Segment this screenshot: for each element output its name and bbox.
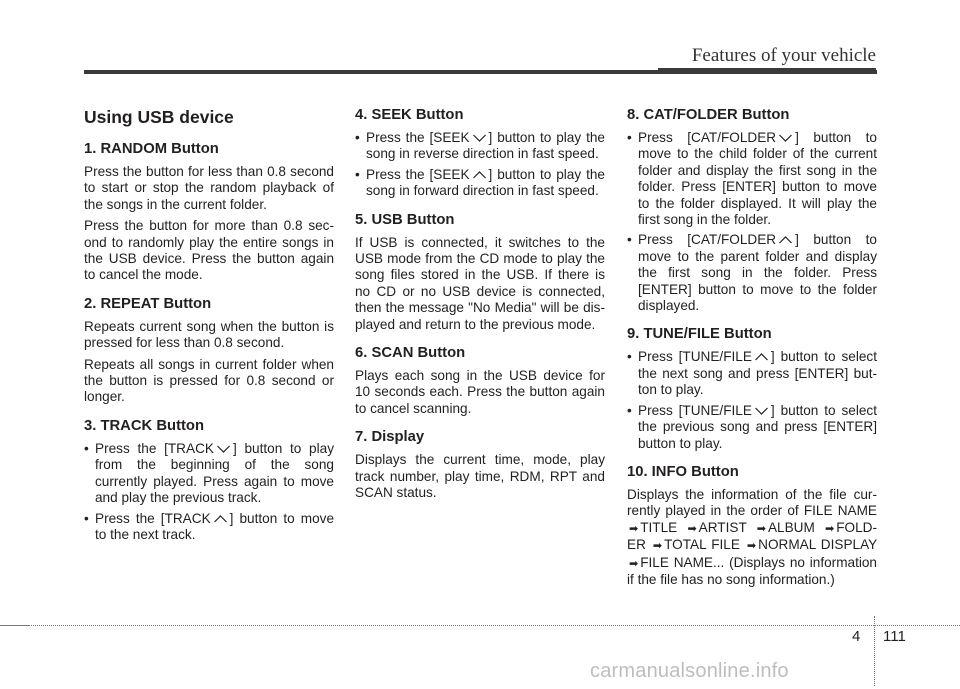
header-rule-accent [658,68,876,74]
tunefile-list [627,349,877,451]
section-title: Using USB device [84,107,234,127]
repeat-title: 2. REPEAT Button [84,295,212,312]
info-p1 [627,487,877,588]
seek-title: 4. SEEK Button [355,107,464,123]
track-list [84,441,334,543]
seek-list [355,130,605,200]
info-start: Displays the information of the file cur- rently played in the order of FILE NAME [627,486,877,519]
list-item [627,232,877,314]
list-item [627,349,877,398]
arrow-right-icon: ➡ [687,522,697,535]
list-item [627,130,877,228]
scan-block [355,344,605,417]
info-block [627,463,877,588]
seek-b1-pre: Press the [SEEK [366,130,470,145]
random-p2: Press the button for more than 0.8 sec- ond to randomly play the entire songs in the USB device. Press the button again to cancel the mode. [84,218,334,283]
repeat-p1: Repeats current song when the button is pressed for less than 0.8 second. [84,318,334,351]
tunefile-b2-post: ] button to select the previous song and press [ENTER] button to play. [638,402,877,451]
track-title: 3. TRACK Button [84,417,205,434]
chevron-down-icon [216,444,231,454]
tunefile-title: 9. TUNE/FILE Button [627,326,772,343]
catfolder-block [627,106,877,314]
seek-block [355,106,605,200]
random-p1: Press the button for less than 0.8 second to start or stop the random playback of the songs in the current folder. [84,164,334,212]
arrow-right-icon: ➡ [629,557,639,570]
chevron-up-icon [778,235,793,245]
catfolder-b1-pre: Press [CAT/FOLDER [638,130,777,145]
catfolder-title: 8. CAT/FOLDER Button [627,107,790,123]
tunefile-b2-pre: Press [TUNE/FILE [638,402,752,418]
usb-block [355,211,605,333]
info-seq-1: ARTIST [698,519,747,535]
page-number: 111 [883,628,906,645]
scan-p1: Plays each song in the USB device for 10 seconds each. Press the button again to cancel scanning. [355,368,605,416]
arrow-right-icon: ➡ [825,522,835,535]
list-item [355,130,605,163]
watermark: carmanualsonline.info [590,660,789,682]
chevron-up-icon [213,514,228,524]
track-b1-post: ] button to play from the beginning of the song currently played. Press again to move and play the previous track. [95,440,334,506]
random-block [84,140,334,284]
scan-title: 6. SCAN Button [355,345,466,362]
display-block [355,428,605,501]
arrow-right-icon: ➡ [756,522,766,535]
catfolder-b2-post: ] button to move to the parent folder and display the first song in the folder. Press [ENTER] button to move to the folder displayed. [638,232,877,314]
track-b1-pre: Press the [TRACK [95,440,214,456]
repeat-block [84,295,334,406]
chevron-down-icon [754,406,769,416]
tunefile-b1-pre: Press [TUNE/FILE [638,349,752,365]
column-left [84,106,334,554]
catfolder-b1-post: ] button to move to the child folder of the current folder and display the first song in the folder. Press [ENTER] button to move to the folder displayed. It will play the first song in the folder. [638,130,877,228]
display-title: 7. Display [355,429,425,446]
chevron-up-icon [472,170,487,180]
chevron-down-icon [778,133,793,143]
arrow-right-icon: ➡ [652,540,663,553]
footer-rule [0,625,30,626]
tunefile-b1-post: ] button to select the next song and press [ENTER] but- ton to play. [638,349,877,398]
chevron-up-icon [754,352,769,362]
random-title: 1. RANDOM Button [84,141,219,157]
track-b2-post: ] button to move to the next track. [95,510,335,542]
info-seq-6: FILE NAME... (Displays no information if the file has no song information.) [627,554,877,587]
chevron-down-icon [472,133,487,143]
column-right [627,106,877,599]
list-item [84,441,334,507]
info-seq-4: TOTAL FILE [664,537,740,553]
seek-b1-post: ] button to play the song in reverse direction in fast speed. [366,130,605,162]
catfolder-list [627,130,877,314]
footer-separator [874,616,875,686]
header-title: Features of your vehicle [691,45,876,66]
arrow-right-icon: ➡ [629,522,639,535]
list-item [627,403,877,452]
display-p1: Displays the current time, mode, play track number, play time, RDM, RPT and SCAN status. [355,452,605,501]
column-middle [355,106,605,513]
list-item [355,167,605,200]
tunefile-block [627,325,877,451]
track-block [84,417,334,543]
list-item [84,511,334,544]
info-seq-2: ALBUM [767,519,815,535]
usb-p1: If USB is connected, it switches to the USB mode from the CD mode to play the song files stored in the USB. If there is no CD or no USB device is connected, then the message "No Media" will be dis- played and return to the previous mode. [355,234,605,332]
usb-title: 5. USB Button [355,211,455,228]
info-title: 10. INFO Button [627,463,739,480]
arrow-right-icon: ➡ [746,540,757,553]
seek-b2-pre: Press the [SEEK [366,166,470,182]
info-seq-5: NORMAL DISPLAY [758,537,877,553]
seek-b2-post: ] button to play the song in forward direction in fast speed. [366,166,605,199]
info-seq-0: TITLE [640,519,678,535]
catfolder-b2-pre: Press [CAT/FOLDER [638,232,777,248]
track-b2-pre: Press the [TRACK [95,510,211,526]
info-seq-3: FOLD- ER [627,519,878,553]
page-chapter: 4 [852,628,861,645]
footer-line [0,625,960,626]
repeat-p2: Repeats all songs in current folder when the button is pressed for 0.8 second or longer. [84,356,334,405]
